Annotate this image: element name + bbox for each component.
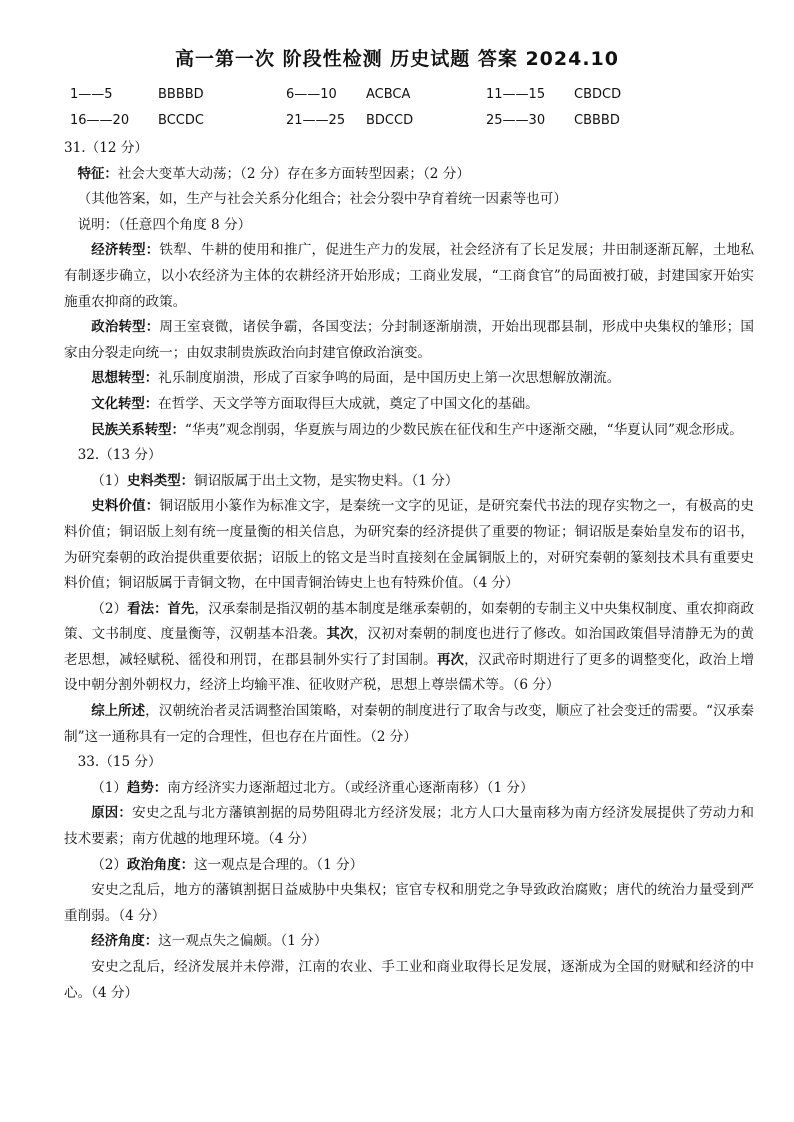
part-number: （2）: [91, 600, 128, 617]
summary-label: 综上所述: [91, 704, 146, 720]
choice-answers-row-2: [70, 113, 770, 133]
q33-heading: 33.（15 分）: [77, 754, 162, 771]
second-label: 其次: [326, 627, 354, 643]
answer-group: BDCCD: [366, 113, 414, 128]
q31-economic: [64, 238, 754, 315]
q31-culture: [64, 392, 754, 418]
part-number: （1）: [91, 472, 128, 489]
q31-feature: [64, 162, 754, 188]
q33-reason: [64, 801, 754, 852]
thought-label: 思想转型：: [91, 371, 159, 387]
page-title: 高一第一次 阶段性检测 历史试题 答案 2024.10: [175, 48, 619, 70]
q31-heading: 31.（12 分）: [64, 140, 149, 156]
range-label: 25——30: [486, 113, 546, 128]
econ-text: 铁犁、牛耕的使用和推广，促进生产力的发展，社会经济有了长足发展；井田制逐渐瓦解，土地私有制逐步确立，以小农经济为主体的农耕经济开始形成；工商业发展，“工商食官”的局面被打破，封建国家开始实施重农抑商的政策。: [64, 242, 755, 310]
econ-label: 经济转型：: [91, 243, 160, 259]
q32-heading: 32.（13 分）: [77, 447, 162, 464]
culture-label: 文化转型：: [91, 396, 159, 412]
feature-label: 特征：: [77, 166, 118, 182]
feature-text: 社会大变革大动荡；（2 分）存在多方面转型因素；（2 分）: [117, 165, 470, 182]
trend-text: 南方经济实力逐渐超过北方。（或经济重心逐渐南移）（1 分）: [167, 779, 534, 796]
value-text: 铜诏版用小篆作为标准文字，是秦统一文字的见证，是研究秦代书法的现存实物之一，有极高的史料价值；铜诏版上刻有统一度量衡的相关信息，为研究秦的经济提供了重要的物证；铜诏版是秦始皇发布的诏书，为研究秦朝的政治提供重要依据；诏版上的铭文是当时直接刻在金属铜版上的，对研究秦朝的篆刻技术具有重要史料价值；铜诏版属于青铜文物，在中国青铜治铸史上也有特殊价值。（4 分）: [64, 498, 755, 592]
q31-explain: 说明：（任意四个角度 8 分）: [77, 216, 252, 233]
type-label: 史料类型：: [127, 473, 194, 489]
q33-economic-detail: 安史之乱后，经济发展并未停滞，江南的农业、手工业和商业取得长足发展，逐渐成为全国的财赋和经济的中心。（4 分）: [64, 959, 754, 1001]
value-label: 史料价值：: [91, 499, 160, 515]
first-label: 首先: [167, 601, 195, 617]
trend-label: 趋势：: [127, 780, 168, 796]
reason-label: 原因：: [91, 806, 133, 822]
third-text: ，汉武帝时期进行了更多的调整变化，政治上增设中朝分割外朝权力，经济上均输平准、征收财产税，思想上尊崇儒术等。（6 分）: [64, 651, 754, 694]
pol-label: 政治转型：: [91, 320, 160, 336]
answer-group: BCCDC: [158, 113, 204, 128]
q32-view: [64, 597, 754, 699]
third-label: 再次: [436, 652, 465, 668]
answer-group: CBBBD: [574, 113, 620, 128]
q31-thought: [64, 366, 754, 392]
q33-political-angle: [64, 853, 754, 879]
pol-angle-text: 这一观点是合理的。（1 分）: [193, 856, 364, 873]
q33-economic-angle: [64, 929, 754, 955]
q31-ethnic: [64, 418, 754, 444]
answer-group: CBDCD: [574, 87, 622, 102]
range-label: 1——5: [70, 87, 113, 102]
q33-political-detail: 安史之乱后，地方的藩镇割据日益威胁中央集权；宦官专权和朋党之争导致政治腐败；唐代的统治力量受到严重削弱。（4 分）: [64, 882, 754, 924]
ethnic-text: “华夷”观念削弱，华夏族与周边的少数民族在征伐和生产中逐渐交融，“华夏认同”观念形成。: [184, 421, 743, 438]
econ-angle-text: 这一观点失之偏颇。（1 分）: [158, 933, 328, 950]
second-text: ，汉初对秦朝的制度也进行了修改。如治国政策倡导清静无为的黄老思想，减轻赋税、徭役和刑罚，在郡县制外实行了封国制。: [64, 626, 754, 668]
part-number: （1）: [91, 779, 128, 796]
q32-type: [64, 469, 754, 495]
choice-answers-row-1: [70, 87, 770, 107]
pol-text: 周王室衰微，诸侯争霸，各国变法；分封制逐渐崩溃，开始出现郡县制，形成中央集权的雏形；国家由分裂走向统一；由奴隶制贵族政治向封建官僚政治演变。: [64, 319, 755, 361]
answer-group: ACBCA: [366, 87, 411, 102]
reason-text: 安史之乱与北方藩镇割据的局势阻碍北方经济发展；北方人口大量南移为南方经济发展提供了劳动力和技术要素；南方优越的地理环境。（4 分）: [64, 805, 755, 848]
range-label: 11——15: [486, 87, 546, 102]
pol-angle-label: 政治角度：: [127, 857, 194, 873]
thought-text: 礼乐制度崩溃，形成了百家争鸣的局面，是中国历史上第一次思想解放潮流。: [158, 370, 621, 387]
view-label: 看法：: [127, 601, 168, 617]
q32-value: [64, 494, 754, 596]
range-label: 21——25: [286, 113, 346, 128]
type-text: 铜诏版属于出土文物，是实物史料。（1 分）: [193, 472, 459, 489]
q32-summary: [64, 699, 754, 750]
culture-text: 在哲学、天文学等方面取得巨大成就，奠定了中国文化的基础。: [158, 395, 539, 412]
range-label: 16——20: [70, 113, 130, 128]
q31-other-answers: （其他答案，如，生产与社会关系分化组合；社会分裂中孕育着统一因素等也可）: [77, 191, 567, 208]
econ-angle-label: 经济角度：: [91, 934, 159, 950]
part-number: （2）: [91, 856, 128, 873]
answer-content: [64, 136, 754, 1006]
q33-trend: [64, 776, 754, 802]
range-label: 6——10: [286, 87, 337, 102]
summary-text: ，汉朝统治者灵活调整治国策略，对秦朝的制度进行了取舍与改变，顺应了社会变迁的需要。“汉承秦制”这一通称具有一定的合理性，但也存在片面性。（2 分）: [64, 703, 755, 745]
q31-political: [64, 315, 754, 366]
ethnic-label: 民族关系转型：: [91, 422, 185, 438]
first-text: ，汉承秦制是指汉朝的基本制度是继承秦朝的，如秦朝的专制主义中央集权制度、重农抑商政策、文书制度、度量衡等，汉朝基本沿袭。: [64, 600, 755, 643]
answer-group: BBBBD: [158, 87, 204, 102]
